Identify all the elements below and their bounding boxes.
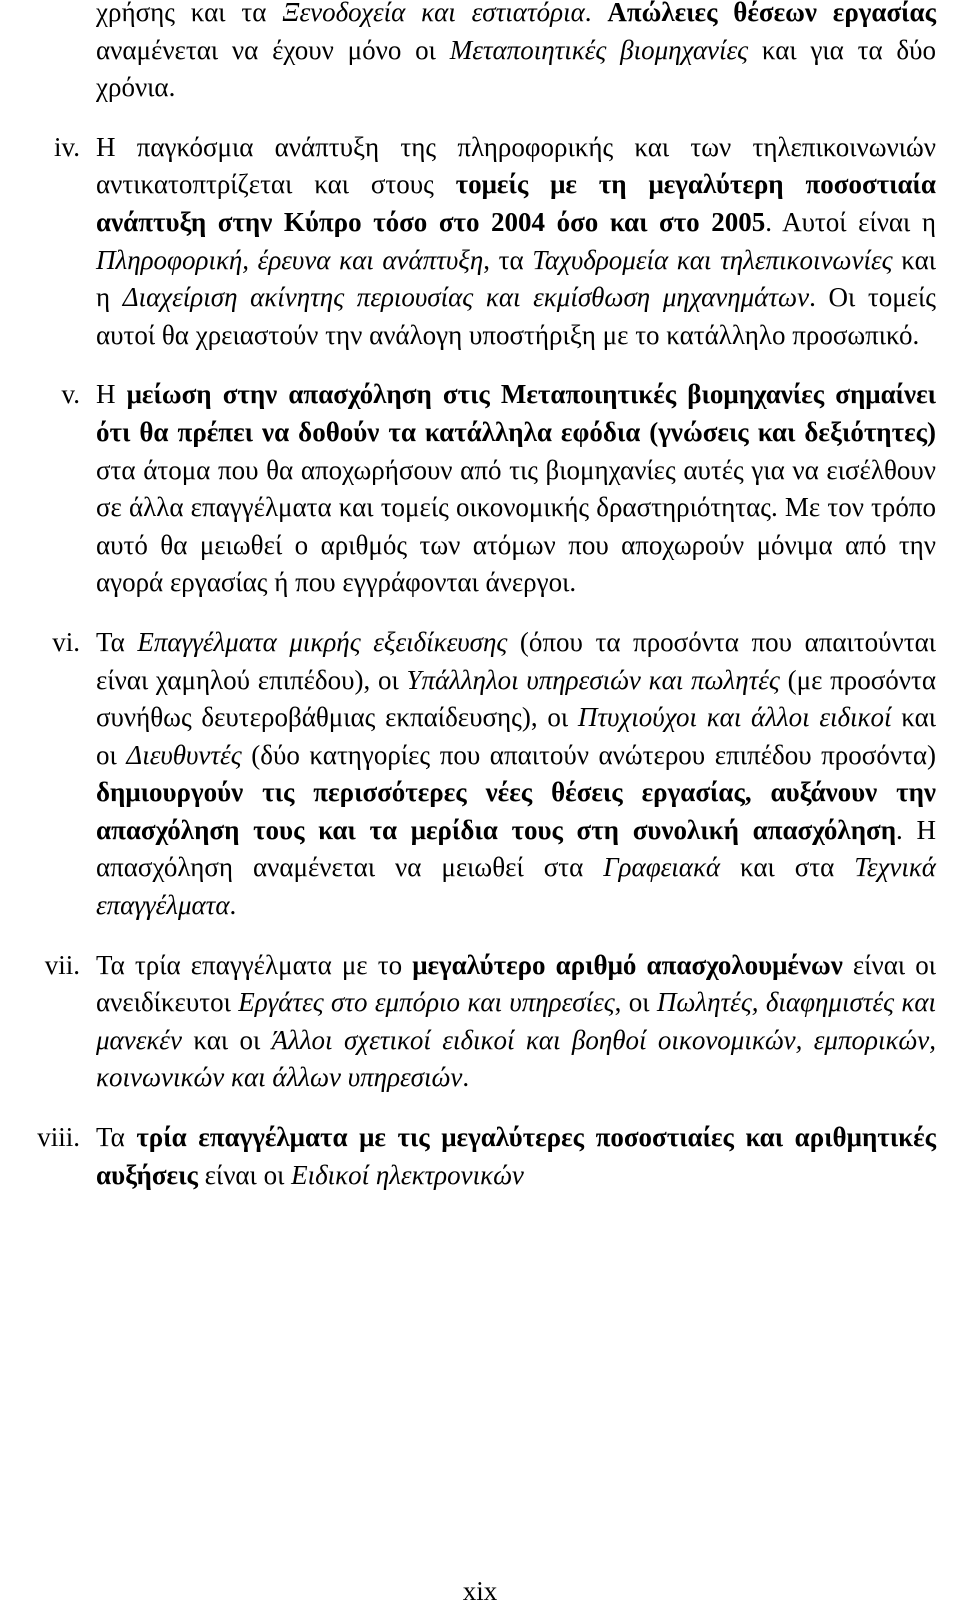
text-run: .: [229, 890, 237, 921]
list-item-iv: [54, 129, 937, 355]
list-number: iv.: [54, 131, 80, 162]
list-item-vi: [52, 624, 937, 925]
text-run: και για τα δύο χρόνια.: [96, 34, 936, 103]
bold-text: μείωση στην απασχόληση στις Μεταποιητικές βιομηχανίες σημαίνει ότι θα πρέπει να δοθούν τα κατάλληλα εφόδια (γνώσεις και δεξιότητες): [96, 379, 937, 447]
text-run: Η παγκόσμια ανάπτυξη της πληροφορικής και των τηλεπικοινωνιών αντικατοπτρίζεται και στους: [96, 131, 936, 200]
list-item-viii: [37, 1119, 937, 1194]
bold-text: δημιουργούν τις περισσότερες νέες θέσεις εργασίας, αυξάνουν την απασχόληση τους και τα μερίδια τους στη συνολική απασχόληση: [96, 777, 936, 845]
text-run: Τα: [96, 1122, 137, 1153]
text-run: είναι οι ανειδίκευτοι: [96, 949, 937, 1018]
text-run: χρήσης και τα: [96, 0, 283, 27]
continued-paragraph: [96, 0, 936, 107]
list-item-text: [96, 1119, 936, 1194]
text-run: Τα τρία επαγγέλματα με το: [96, 949, 413, 980]
bold-text: τρία επαγγέλματα με τις μεγαλύτερες ποσοστιαίες και αριθμητικές αυξήσεις: [96, 1122, 937, 1190]
text-run: (όπου τα προσόντα που απαιτούνται είναι χαμηλού επιπέδου), οι: [96, 626, 936, 695]
list-item-text: [96, 947, 936, 1097]
text-run: .: [584, 0, 608, 27]
list-number: viii.: [37, 1122, 80, 1153]
list-number: vi.: [52, 626, 80, 657]
italic-text: Ταχυδρομεία και τηλεπικοινωνίες: [532, 244, 893, 275]
italic-text: Άλλοι σχετικοί ειδικοί και βοηθοί οικονομικών, εμπορικών, κοινωνικών και άλλων υπηρεσιών: [96, 1024, 937, 1093]
italic-text: Πωλητές, διαφημιστές και μανεκέν: [96, 987, 936, 1055]
italic-text: Μεταποιητικές βιομηχανίες: [449, 34, 749, 65]
list-number: v.: [61, 379, 80, 410]
text-run: , τα: [483, 244, 533, 275]
italic-text: Πτυχιούχοι και άλλοι ειδικοί: [577, 702, 892, 733]
text-run: .: [462, 1062, 470, 1093]
text-run: . Οι τομείς αυτοί θα χρειαστούν την ανάλογη υποστήριξη με το κατάλληλο προσωπικό.: [96, 282, 936, 350]
text-run: , οι: [614, 987, 657, 1018]
list-number: vii.: [44, 949, 80, 980]
bold-text: τομείς με τη μεγαλύτερη ποσοστιαία ανάπτυξη στην Κύπρο τόσο στο 2004 όσο και στο 2005: [96, 169, 936, 237]
text-run: αναμένεται να έχουν μόνο οι: [96, 34, 450, 65]
list-item-text: [96, 624, 936, 925]
text-run: (με προσόντα συνήθως δευτεροβάθμιας εκπαίδευσης), οι: [96, 664, 936, 733]
text-run: είναι οι: [197, 1159, 292, 1190]
text-run: και η: [96, 244, 937, 313]
italic-text: Επαγγέλματα μικρής εξειδίκευσης: [137, 626, 508, 657]
italic-text: Γραφειακά: [603, 852, 721, 883]
bold-text: Απώλειες θέσεων εργασίας: [607, 0, 937, 27]
text-run: και οι: [96, 702, 937, 770]
italic-text: Εργάτες στο εμπόριο και υπηρεσίες: [238, 987, 615, 1018]
italic-text: Διαχείριση ακίνητης περιουσίας και εκμίσθωση μηχανημάτων: [122, 282, 810, 313]
italic-text: Υπάλληλοι υπηρεσιών και πωλητές: [406, 664, 780, 695]
bold-text: μεγαλύτερο αριθμό απασχολουμένων: [412, 949, 843, 980]
list-item-v: [61, 376, 937, 602]
text-run: στα άτομα που θα αποχωρήσουν από τις βιομηχανίες αυτές για να εισέλθουν σε άλλα επαγγέλματα και τομείς οικονομικής δραστηριότητας. Με τον τρόπο αυτό θα μειωθεί ο αριθμός των ατόμων που αποχωρούν μόνιμα από την αγορά εργασίας ή που εγγράφονται άνεργοι.: [96, 454, 936, 598]
text-run: . Η απασχόληση αναμένεται να μειωθεί στα: [96, 814, 936, 883]
italic-text: Πληροφορική, έρευνα και ανάπτυξη: [96, 244, 484, 275]
list-item-text: [96, 129, 936, 355]
text-run: Η: [96, 379, 127, 410]
list-item-vii: [44, 947, 937, 1097]
list-item-text: [96, 376, 936, 602]
text-run: και οι: [181, 1024, 272, 1055]
text-run: . Αυτοί είναι η: [765, 206, 936, 237]
italic-text: Ξενοδοχεία και εστιατόρια: [282, 0, 585, 27]
italic-text: Τεχνικά επαγγέλματα: [96, 852, 936, 921]
italic-text: Ειδικοί ηλεκτρονικών: [291, 1159, 524, 1190]
text-run: Τα: [96, 626, 138, 657]
text-run: και στα: [720, 852, 855, 883]
text-run: (δύο κατηγορίες που απαιτούν ανώτερου επιπέδου προσόντα): [241, 739, 937, 770]
page-number: xix: [462, 1576, 498, 1606]
italic-text: Διευθυντές: [126, 739, 242, 770]
